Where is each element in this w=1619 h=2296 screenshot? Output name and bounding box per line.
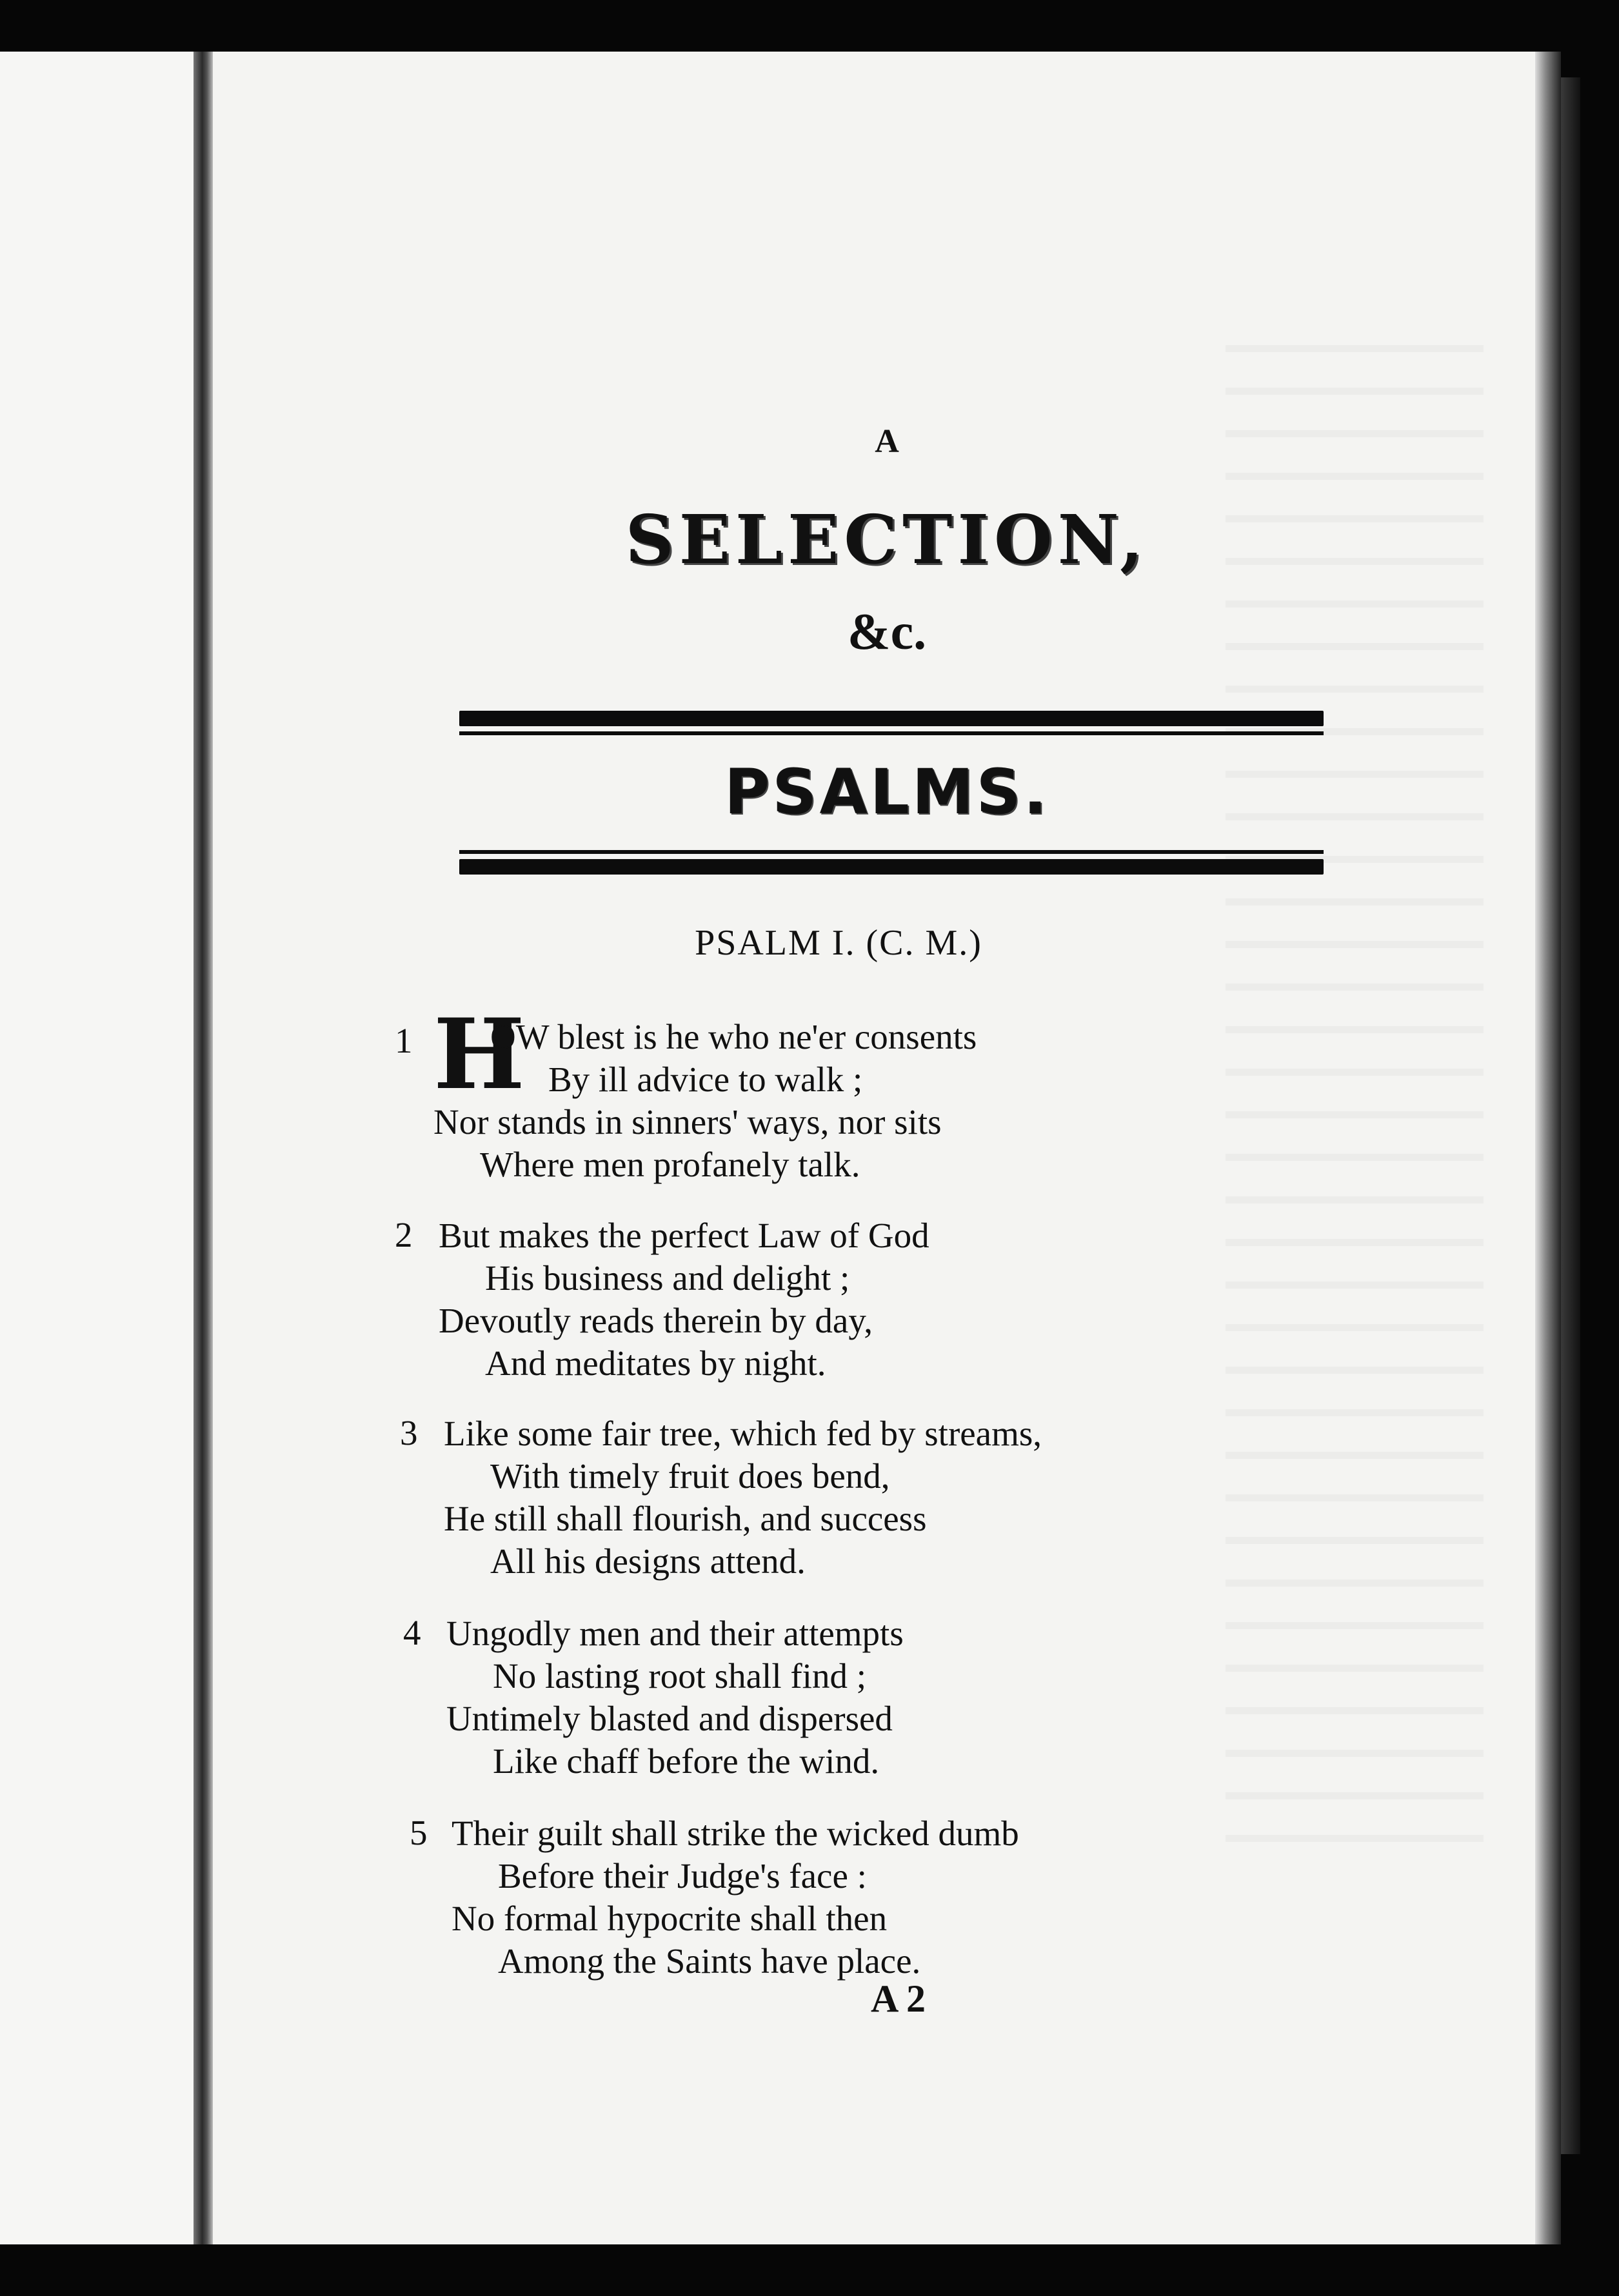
verse-line: Ungodly men and their attempts [446, 1614, 904, 1653]
verse-line: By ill advice to walk ; [548, 1060, 863, 1099]
verse-3 [444, 1412, 1042, 1583]
verse-line: His business and delight ; [485, 1258, 850, 1298]
signature-mark: A 2 [871, 1977, 926, 2020]
verse-line: Like some fair tree, which fed by streams, [444, 1414, 1042, 1453]
verse-number: 4 [403, 1613, 421, 1652]
verse-line: All his designs attend. [490, 1541, 806, 1581]
verse-line: Where men profanely talk. [480, 1145, 860, 1184]
verse-line: Like chaff before the wind. [493, 1741, 880, 1781]
bottom-double-rule [459, 850, 1324, 875]
verse-number: 2 [395, 1215, 413, 1254]
verse-line: OW blest is he who ne'er consents [490, 1017, 977, 1056]
verse-number: 1 [395, 1021, 413, 1060]
verse-1 [433, 1016, 977, 1186]
title-article: A [875, 423, 899, 460]
section-title: PSALMS. [724, 756, 1050, 828]
verse-line: He still shall flourish, and success [444, 1499, 927, 1538]
verse-line: Before their Judge's face : [498, 1856, 867, 1895]
verse-line: With timely fruit does bend, [490, 1456, 890, 1496]
verse-line: And meditates by night. [485, 1343, 826, 1383]
verse-2 [439, 1214, 929, 1385]
verse-line: Untimely blasted and dispersed [446, 1699, 893, 1738]
title-etc: &c. [847, 604, 927, 660]
verse-line: Among the Saints have place. [498, 1941, 921, 1981]
verse-4 [446, 1612, 904, 1783]
verse-line: Devoutly reads therein by day, [439, 1301, 873, 1340]
book-spine [194, 52, 213, 2244]
verse-line: But makes the perfect Law of God [439, 1216, 929, 1255]
verse-number: 5 [410, 1813, 428, 1852]
drop-cap-initial: H [433, 998, 525, 1111]
verse-number: 3 [400, 1413, 418, 1452]
verse-line: Nor stands in sinners' ways, nor sits [433, 1102, 942, 1142]
facing-page-edge [0, 52, 194, 2244]
book-cover-edge [1561, 77, 1580, 2154]
verse-line: No lasting root shall find ; [493, 1656, 866, 1696]
psalm-heading: PSALM I. (C. M.) [695, 923, 982, 963]
verse-line: Their guilt shall strike the wicked dumb [452, 1814, 1019, 1853]
top-double-rule [459, 711, 1324, 735]
page-right-edge [1535, 52, 1561, 2244]
verse-5 [452, 1812, 1019, 1983]
verse-line: No formal hypocrite shall then [452, 1899, 888, 1938]
title-selection: SELECTION, [625, 500, 1149, 579]
